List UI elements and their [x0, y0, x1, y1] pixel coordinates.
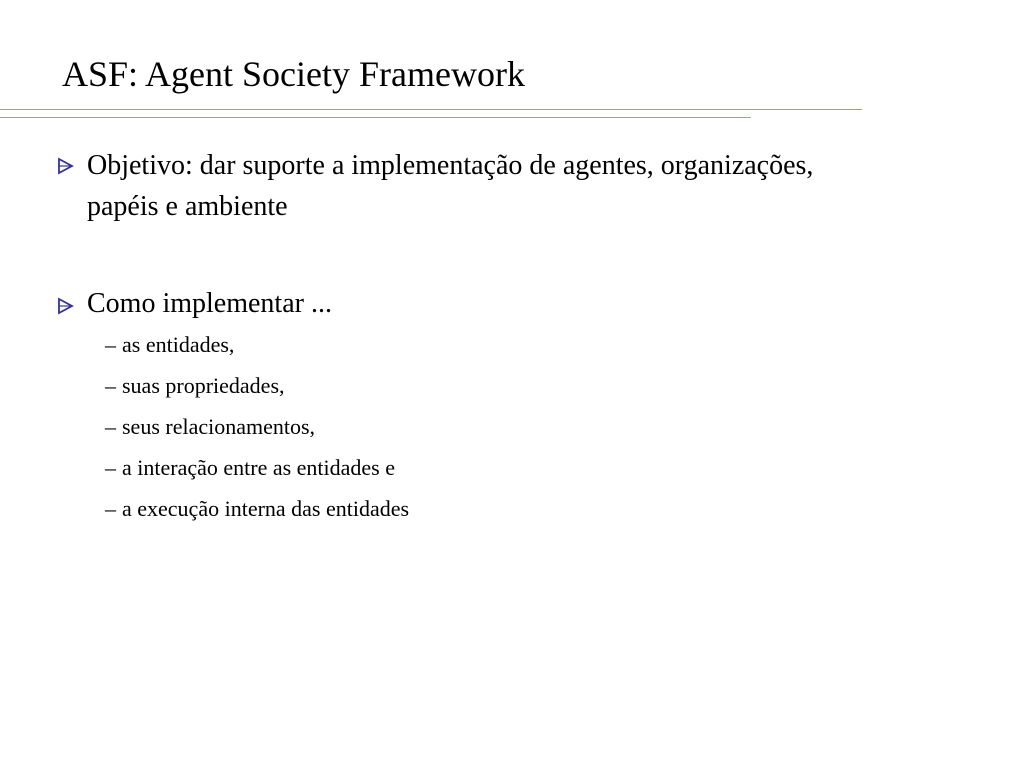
dash-marker: – — [105, 496, 116, 521]
sub-item-text: seus relacionamentos, — [122, 414, 316, 439]
arrowhead-bullet-icon — [56, 156, 76, 176]
sub-item-text: suas propriedades, — [122, 373, 285, 398]
bullet-objetivo: Objetivo: dar suporte a implementação de agentes, organizações, papéis e ambiente — [87, 150, 814, 222]
dash-marker: – — [105, 332, 116, 357]
dash-marker: – — [105, 414, 116, 439]
sub-item — [105, 495, 409, 536]
sub-item-list — [105, 331, 409, 536]
dash-marker: – — [105, 455, 116, 480]
sub-item-text: as entidades, — [122, 332, 235, 357]
slide-title: ASF: Agent Society Framework — [62, 54, 525, 94]
sub-item — [105, 372, 409, 413]
title-divider-bottom — [0, 117, 751, 118]
sub-item — [105, 413, 409, 454]
arrowhead-bullet-icon — [56, 296, 76, 316]
title-divider-top — [0, 109, 862, 110]
sub-item-text: a execução interna das entidades — [122, 496, 410, 521]
bullet-como-implementar: Como implementar ... — [87, 288, 332, 319]
sub-item-text: a interação entre as entidades e — [122, 455, 396, 480]
sub-item — [105, 454, 409, 495]
dash-marker: – — [105, 373, 116, 398]
sub-item — [105, 331, 409, 372]
